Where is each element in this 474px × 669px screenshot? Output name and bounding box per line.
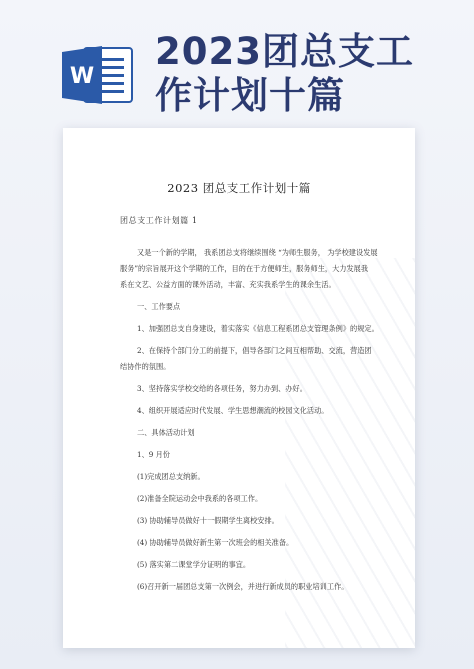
- body-line: 结协作的氛围。: [120, 362, 171, 371]
- document-title: 2023 团总支工作计划十篇: [167, 181, 311, 195]
- banner-title-line-1: 2023团总支工: [155, 30, 414, 73]
- list-item: (1)完成团总支纳新。: [137, 472, 205, 481]
- document-subheading: 团总支工作计划篇 1: [120, 216, 198, 225]
- word-icon: [62, 44, 134, 106]
- banner-title: [155, 30, 455, 118]
- list-item: (6)召开新一届团总支第一次例会，并进行新成员的职业培训工作。: [137, 582, 349, 591]
- section-heading: 二、具体活动计划: [137, 428, 195, 437]
- svg-text:W: W: [69, 64, 95, 89]
- body-line: 2、在保持个部门分工的前提下，倡导各部门之间互相帮助、交流，营造团: [137, 346, 372, 355]
- list-item: (4) 协助辅导员做好新生第一次班会的相关准备。: [137, 538, 294, 547]
- body-line: 1、加强团总支自身建设，着实落实《信息工程系团总支管理条例》的规定。: [137, 324, 379, 333]
- list-item: (3) 协助辅导员做好十一假期学生离校安排。: [137, 516, 279, 525]
- body-line: 1、9 月份: [137, 450, 170, 459]
- section-heading: 一、工作要点: [137, 302, 181, 311]
- body-line: 又是一个新的学期， 我系团总支将继续围绕 “为师生服务， 为学校建设发展: [137, 248, 378, 257]
- banner-title-line-2: 作计划十篇: [155, 74, 345, 117]
- list-item: (2)准备全院运动会中我系的各项工作。: [137, 494, 263, 503]
- body-line: 3、坚持落实学校交给的各项任务，努力办到、办好。: [137, 384, 307, 393]
- body-line: 服务”的宗旨展开这个学期的工作，目的在于方便师生，服务师生，大力发展我: [120, 264, 369, 273]
- list-item: (5) 落实第二课堂学分证明的事宜。: [137, 560, 251, 569]
- body-line: 4、组织开展适应时代发展、学生思想潮流的校园文化活动。: [137, 406, 329, 415]
- body-line: 系在文艺、公益方面的课外活动，丰富、充实我系学生的课余生活。: [120, 280, 336, 289]
- document-page: [63, 128, 415, 648]
